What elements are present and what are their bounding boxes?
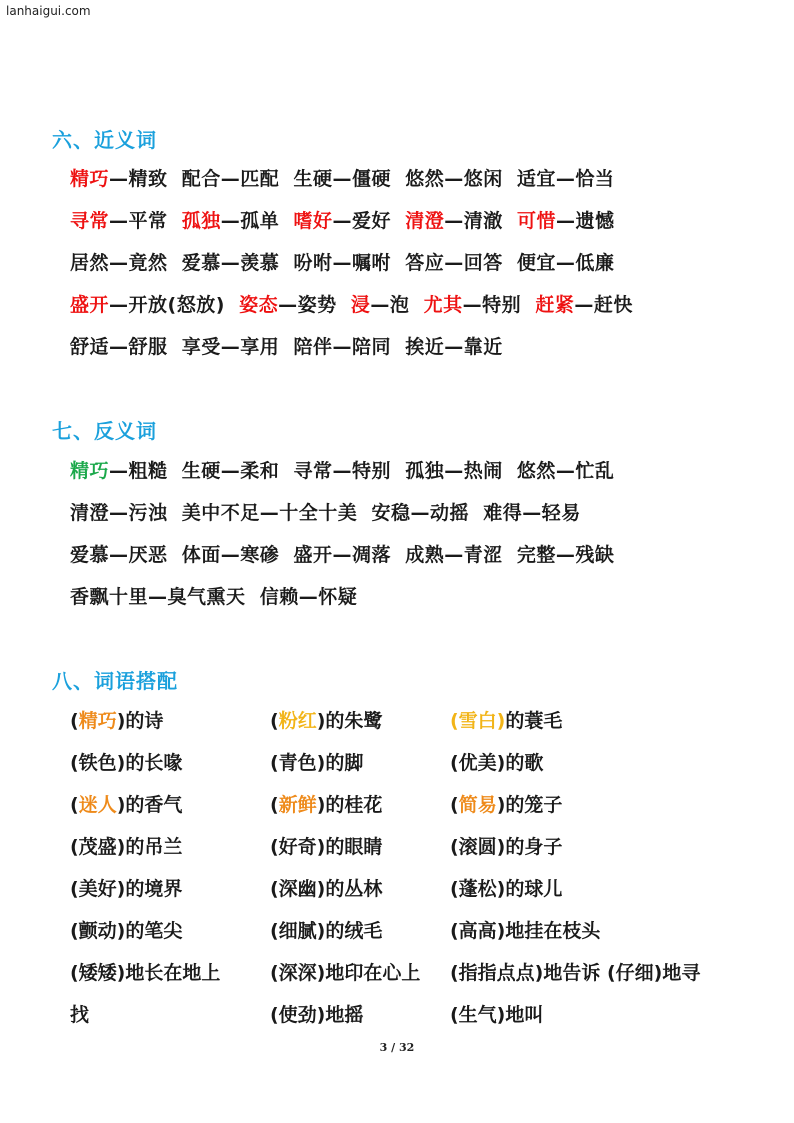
text-segment: 浸: [350, 294, 371, 316]
collocation-item: [70, 790, 182, 817]
text-segment: —特别: [462, 294, 536, 316]
text-segment: —粗糙 生硬—柔和 寻常—特别 孤独—热闹 悠然—忙乱: [109, 460, 615, 482]
text-segment: 居然—竟然 爱慕—羡慕 吩咐—嘱咐 答应—回答 便宜—低廉: [70, 252, 615, 274]
text-segment: 粉红: [278, 710, 317, 732]
collocation-item: [270, 1000, 363, 1027]
collocation-item: [70, 958, 220, 985]
text-segment: (茂盛)的吊兰: [70, 836, 183, 858]
text-segment: —清澈: [444, 210, 517, 232]
text-segment: (细腻)的绒毛: [270, 920, 383, 942]
text-segment: 清澄—污浊 美中不足—十全十美 安稳—动摇 难得—轻易: [70, 502, 581, 524]
collocation-item: [450, 1000, 543, 1027]
text-segment: (深深)地印在心上: [270, 962, 421, 984]
text-segment: 清澄: [405, 210, 445, 232]
text-segment: 爱慕—厌恶 体面—寒碜 盛开—凋落 成熟—青涩 完整—残缺: [70, 544, 615, 566]
text-segment: 简易: [458, 794, 497, 816]
synonym-line: [70, 332, 503, 359]
collocation-item: [450, 790, 562, 817]
text-segment: (好奇)的眼睛: [270, 836, 383, 858]
text-segment: (: [70, 710, 79, 732]
collocation-item: [450, 958, 700, 985]
text-segment: —开放(怒放): [109, 294, 240, 316]
text-segment: )的笼子: [496, 794, 563, 816]
text-segment: 寻常: [70, 210, 110, 232]
text-segment: (矮矮)地长在地上: [70, 962, 221, 984]
antonym-line: [70, 456, 614, 483]
section-7-heading: 七、反义词: [52, 419, 157, 443]
text-segment: (深幽)的丛林: [270, 878, 383, 900]
text-segment: (生气)地叫: [450, 1004, 544, 1026]
text-segment: )的诗: [116, 710, 164, 732]
collocation-item: [450, 706, 562, 733]
collocation-item: [70, 916, 182, 943]
text-segment: —精致 配合—匹配 生硬—僵硬 悠然—悠闲 适宜—恰当: [109, 168, 615, 190]
text-segment: )的香气: [116, 794, 183, 816]
collocation-item: [450, 832, 562, 859]
text-segment: —姿势: [278, 294, 351, 316]
section-8-heading: 八、词语搭配: [52, 669, 178, 693]
text-segment: (美好)的境界: [70, 878, 183, 900]
collocation-item: [70, 874, 182, 901]
text-segment: 赶紧: [535, 294, 575, 316]
collocation-item: [270, 832, 382, 859]
collocation-item: [270, 916, 382, 943]
antonym-line: [70, 498, 581, 525]
page-number: 3 / 32: [379, 1041, 415, 1054]
text-segment: 精巧: [70, 168, 110, 190]
text-segment: (高高)地挂在枝头: [450, 920, 601, 942]
text-segment: 精巧: [78, 710, 117, 732]
text-segment: (蓬松)的球儿: [450, 878, 563, 900]
synonym-line: [70, 164, 614, 191]
collocation-item: [450, 874, 562, 901]
text-segment: (颤动)的笔尖: [70, 920, 183, 942]
collocation-item: [270, 874, 382, 901]
text-segment: (铁色)的长喙: [70, 752, 183, 774]
antonym-line: [70, 582, 357, 609]
text-segment: (优美)的歌: [450, 752, 544, 774]
text-segment: (青色)的脚: [270, 752, 364, 774]
text-segment: (滚圆)的身子: [450, 836, 563, 858]
collocation-item: [70, 748, 182, 775]
text-segment: —孤单: [220, 210, 294, 232]
text-segment: 找: [70, 1004, 90, 1026]
collocation-item: [270, 706, 382, 733]
text-segment: )的桂花: [316, 794, 383, 816]
text-segment: —遗憾: [556, 210, 615, 232]
collocation-item: [450, 916, 600, 943]
text-segment: —平常: [109, 210, 182, 232]
text-segment: (: [270, 710, 279, 732]
collocation-item: [70, 1000, 89, 1027]
text-segment: 的蓑毛: [505, 710, 563, 732]
text-segment: 姿态: [239, 294, 279, 316]
text-segment: 孤独: [181, 210, 221, 232]
antonym-line: [70, 540, 614, 567]
text-segment: (: [270, 794, 279, 816]
text-segment: —赶快: [574, 294, 633, 316]
site-watermark: lanhaigui.com: [6, 4, 91, 18]
text-segment: 舒适—舒服 享受—享用 陪伴—陪同 挨近—靠近: [70, 336, 503, 358]
section-6-heading: 六、近义词: [52, 128, 157, 152]
collocation-item: [270, 748, 363, 775]
text-segment: (指指点点)地告诉 (仔细)地寻: [450, 962, 701, 984]
collocation-item: [70, 832, 182, 859]
text-segment: 精巧: [70, 460, 110, 482]
text-segment: 尤其: [423, 294, 463, 316]
text-segment: 嗜好: [293, 210, 333, 232]
text-segment: (: [450, 794, 459, 816]
text-segment: —爱好: [332, 210, 406, 232]
text-segment: 新鲜: [278, 794, 317, 816]
collocation-item: [450, 748, 543, 775]
collocation-item: [70, 706, 163, 733]
text-segment: —泡: [370, 294, 424, 316]
text-segment: (: [70, 794, 79, 816]
text-segment: 迷人: [78, 794, 117, 816]
synonym-line: [70, 206, 615, 233]
synonym-line: [70, 248, 614, 275]
collocation-item: [270, 790, 382, 817]
text-segment: (使劲)地摇: [270, 1004, 364, 1026]
text-segment: 盛开: [70, 294, 110, 316]
synonym-line: [70, 290, 633, 317]
text-segment: 可惜: [517, 210, 557, 232]
text-segment: )的朱鹭: [316, 710, 383, 732]
collocation-item: [270, 958, 420, 985]
text-segment: 香飘十里—臭气熏天 信赖—怀疑: [70, 586, 358, 608]
text-segment: (雪白): [450, 710, 506, 732]
